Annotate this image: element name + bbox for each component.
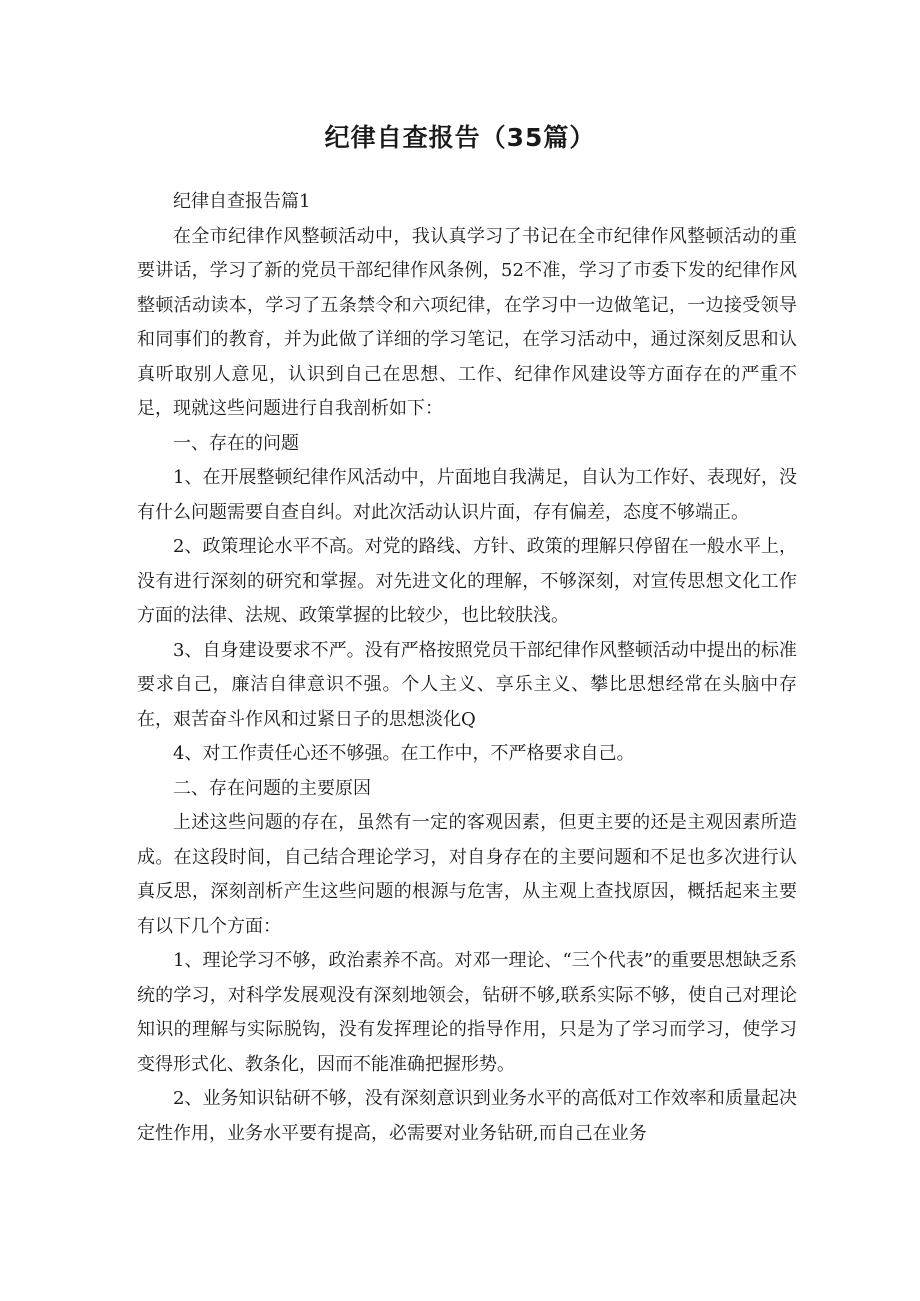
paragraph: 2、政策理论水平不高。对党的路线、方针、政策的理解只停留在一般水平上，没有进行深刻的研究和掌握。对先进文化的理解，不够深刻，对宣传思想文化工作方面的法律、法规、政策掌握的比较少，也比较肤浅。 (137, 536, 797, 626)
paragraph: 1、在开展整顿纪律作风活动中，片面地自我满足，自认为工作好、表现好，没有什么问题需要自查自纠。对此次活动认识片面，存有偏差，态度不够端正。 (137, 467, 797, 523)
section-heading: 纪律自查报告篇1 (173, 191, 311, 212)
document-title: 纪律自查报告（35篇） (324, 123, 596, 152)
paragraph: 4、对工作责任心还不够强。在工作中，不严格要求自己。 (173, 743, 635, 764)
paragraph: 上述这些问题的存在，虽然有一定的客观因素，但更主要的还是主观因素所造成。在这段时间，自己结合理论学习，对自身存在的主要问题和不足也多次进行认真反思，深刻剖析产生这些问题的根源与危害，从主观上查找原因，概括起来主要有以下几个方面： (137, 812, 797, 937)
paragraph: 在全市纪律作风整顿活动中，我认真学习了书记在全市纪律作风整顿活动的重要讲话，学习了新的党员干部纪律作风条例，52不准，学习了市委下发的纪律作风整顿活动读本，学习了五条禁令和六项纪律，在学习中一边做笔记，一边接受领导和同事们的教育，并为此做了详细的学习笔记，在学习活动中，通过深刻反思和认真听取别人意见，认识到自己在思想、工作、纪律作风建设等方面存在的严重不足，现就这些问题进行自我剖析如下： (137, 225, 797, 419)
paragraph: 2、业务知识钻研不够，没有深刻意识到业务水平的高低对工作效率和质量起决定性作用，业务水平要有提高，必需要对业务钻研,而自己在业务 (137, 1088, 797, 1144)
document-body (137, 185, 797, 1151)
paragraph: 3、自身建设要求不严。没有严格按照党员干部纪律作风整顿活动中提出的标准要求自己，廉洁自律意识不强。个人主义、享乐主义、攀比思想经常在头脑中存在，艰苦奋斗作风和过紧日子的思想淡化Q (137, 639, 797, 730)
paragraph: 1、理论学习不够，政治素养不高。对邓一理论、“三个代表”的重要思想缺乏系统的学习，对科学发展观没有深刻地领会，钻研不够,联系实际不够，使自己对理论知识的理解与实际脱钩，没有发挥理论的指导作用，只是为了学习而学习，使学习变得形式化、教条化，因而不能准确把握形势。 (137, 950, 797, 1075)
subsection-heading: 二、存在问题的主要原因 (173, 777, 371, 799)
subsection-heading: 一、存在的问题 (173, 432, 299, 454)
